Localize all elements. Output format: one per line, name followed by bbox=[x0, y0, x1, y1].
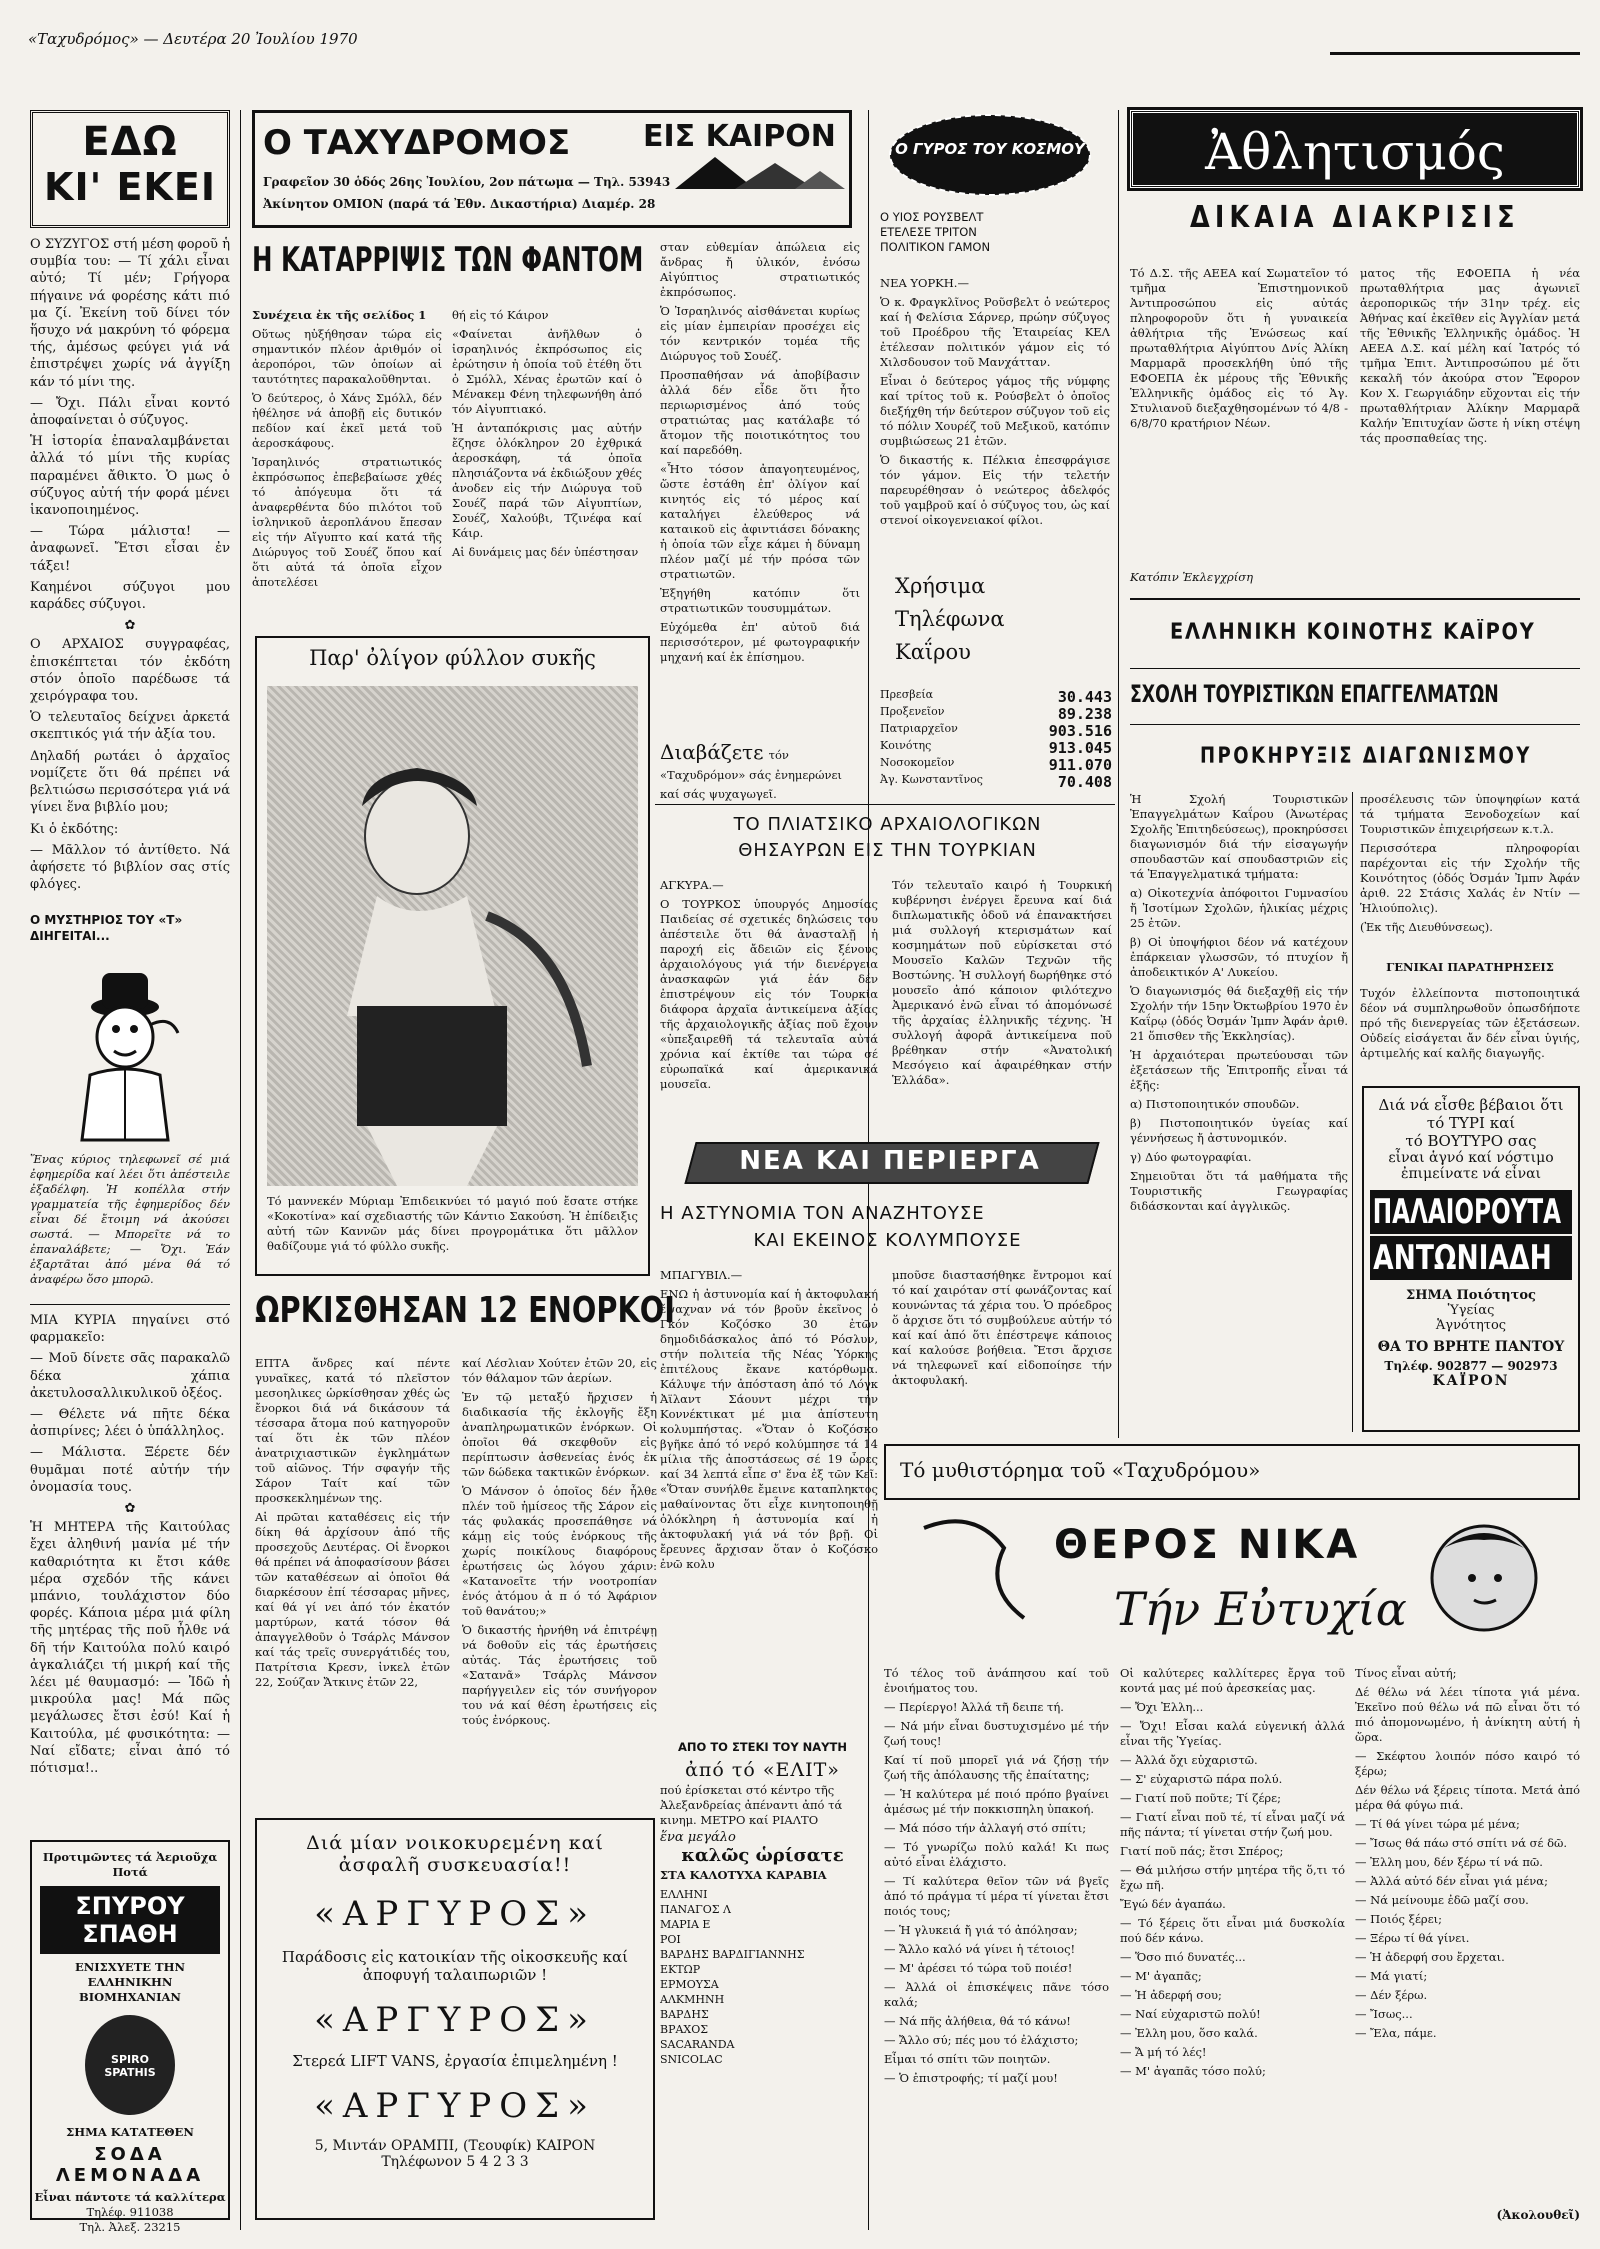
jurors-column-1 bbox=[255, 1356, 450, 1806]
athletics-column-1: Τό Δ.Σ. τῆς ΑΕΕΑ καί Σωματεῖον τό τμῆμα Ἐπιστημονικοῦ Ἀντιπροσώπου εἰς αὐτάς πληροφοροῦν ὅτι ἡ γυναικεία ἀθλήτρια τῆς Ἑνώσεως καί πρωταθλήτρια Αἰγύπτου Δνίς Ἀλίκη Μαρμαρᾶ προσεκλήθη ὑπό τῆς ΕΦΟΕΠΑ ἐκ μέρους τῆς Ἐθνικῆς Ἑλληνικῆς ὁμάδος εἰς τό Ἀγ. Στυλιανοῦ διεξαχθησομένων τό 4/8 - 6/8/70 κρατήριον Νέων. bbox=[1130, 266, 1348, 430]
archae-column-1 bbox=[660, 878, 878, 1128]
novel-line: — Τό ξέρεις ὅτι εἶναι μιά δυσκολία πού δέν κάνω. bbox=[1120, 1916, 1345, 1945]
jurors-paragraph: Ὁ Μάνσον ὁ ὁποῖος δέν ἦλθε πλέν τοῦ ἡμίσεος τῆς Σάρον εἰς τάς φυλακάς προσεπάθησε νά κάμῃ εἰς τούς ἐνόρκους τῆς χωρίς ποικίλους διαφόρους ἐρωτήσεις ὡς λόγου χάριν: «Κατανοεῖτε τήν νοοτροπίαν ἑνός ἀτόμου ἀ π ό τό Ἀφάριον τοῦ θανάτου;» bbox=[462, 1484, 657, 1618]
palaiorouta-find: ΘΑ ΤΟ ΒΡΗΤΕ ΠΑΝΤΟΥ bbox=[1377, 1339, 1565, 1355]
novel-line: — Ἡ ἀδερφή σου; bbox=[1120, 1988, 1222, 2002]
palaiorouta-quality-2: Ὑγείας bbox=[1447, 1303, 1495, 1318]
phones-title-3: Καΐρου bbox=[895, 640, 971, 664]
novel-line: — Ὄχι Ἐλλη... bbox=[1120, 1700, 1204, 1714]
spathi-product: ΣΟΔΑ ΛΕΜΟΝΑΔΑ bbox=[55, 2144, 205, 2186]
novel-line: — Ἔλα, πάμε. bbox=[1355, 2026, 1437, 2040]
ship-name: ΡΟΙ bbox=[660, 1933, 681, 1946]
phantom-headline: Η ΚΑΤΑΡΡΙΨΙΣ ΤΩΝ ΦΑΝΤΟΜ bbox=[252, 240, 644, 280]
novel-title-art bbox=[884, 1508, 1580, 1658]
spathi-bottle-label: SPIRO SPATHIS bbox=[104, 2053, 156, 2079]
phone-number: 30.443 bbox=[1057, 688, 1112, 706]
novel-line: — Ἡ καλύτερα μέ ποιό πρόπο βγαίνει ἀμέσως μέ τήν ποκκισπηλη ὑπακοή. bbox=[884, 1787, 1109, 1816]
edo-paragraph: Δηλαδή ρωτάει ὁ ἀρχαῖος νομίζετε ὅτι θά πρέπει νά βελτιώσω περισσότερα γιά νά γίνει ἕνα βιβλίο μου; bbox=[30, 748, 230, 816]
phone-row bbox=[880, 722, 1112, 739]
jurors-column-2 bbox=[462, 1356, 657, 1806]
general-notes-title: ΓΕΝΙΚΑΙ ΠΑΡΑΤΗΡΗΣΕΙΣ bbox=[1386, 960, 1554, 974]
edo-title-1: ΕΔΩ bbox=[82, 119, 178, 165]
continuation-paragraph: Εὐχόμεθα ἐπ' αὐτοῦ διά περισσότερον, μέ φωτογραφικήν μηχανή καί ἐκ ἐπίσημου. bbox=[660, 620, 860, 664]
novel-line: — Ἐλλη μου, ὅσο καλά. bbox=[1120, 2026, 1258, 2040]
phantom-paragraph: «Φαίνεται ἀνῆλθων ὁ ἰσραηλινός ἐκπρόσωπος εἰς ἐρώτησιν ἡ ὁποία τοῦ ἐτέθη ὅτι ὁ Σμόλλ, Χένας ἐρωτῶν καί ὁ Μένακεμ Φένη τηλεφωνήθη ἀπό τόν Αἰγυπτιακό. bbox=[452, 327, 642, 416]
police-column-1 bbox=[660, 1268, 878, 1728]
nautis-ad bbox=[660, 1740, 865, 2220]
athletics-headline: ΔΙΚΑΙΑ ΔΙΑΚΡΙΣΙΣ bbox=[1190, 200, 1520, 235]
phone-row bbox=[880, 688, 1112, 705]
phantom-paragraph: Συνέχεια ἐκ τῆς σελίδος 1 bbox=[252, 308, 427, 322]
cartoon-text: Ἕνας κύριος τηλεφωνεῖ σέ μιά ἐφημερίδα καί λέει ὅτι ἀπέστειλε ἐξαδέλφη. Ἡ κοπέλλα στήν γραμματεία τῆς ἐφημερίδος δέν εἶναι δέ ἔτοιμη νά ἀκούσει σωστά. — Μπορεῖτε νά το ἐπαναλάβετε; — Ὄχι. Ἐάν ἐξαρτᾶται ἀπό μένα θά τό ἀναφέρω ὅσο μπορῶ. bbox=[30, 1152, 230, 1286]
ship-name: ΜΑΡΙΑ Ε bbox=[660, 1918, 711, 1931]
page-masthead: «Ταχυδρόμος» — Δευτέρα 20 Ἰουλίου 1970 bbox=[28, 30, 358, 48]
phone-row bbox=[880, 773, 1112, 790]
police-headline-1: Η ΑΣΤΥΝΟΜΙΑ ΤΟΝ ΑΝΑΖΗΤΟΥΣΕ bbox=[660, 1203, 985, 1224]
column-rule bbox=[1352, 792, 1353, 1432]
community-paragraph: προσέλευσις τῶν ὑποψηφίων κατά τά τμήματα Ξενοδοχείων καί Τουριστικῶν ἐπιχειρήσεων κ.τ.λ. bbox=[1360, 792, 1580, 836]
palaiorouta-lead-1: Διά νά εἶσθε βέβαιοι ὅτι bbox=[1378, 1096, 1564, 1114]
novel-line: — Σκέφτου λοιπόν πόσο καιρό τό ξέρω; bbox=[1355, 1749, 1580, 1778]
taxydromos-title: Ο ΤΑΧΥΔΡΟΜΟΣ bbox=[263, 123, 571, 163]
novel-line: — Τί καλύτερα θεῖον τῶν νά βγεῖς ἀπό τό πράγμα τί μέρα τί γίνεται ἔτσι ποιός τους; bbox=[884, 1874, 1109, 1918]
spathi-phone-1: Τηλέφ. 911038 bbox=[86, 2205, 174, 2219]
novel-line: Τό τέλος τοῦ ἀνάπησου καί τοῦ ἐνοιήματος του. bbox=[884, 1666, 1109, 1695]
novel-line: — Ἴσως θά πάω στό σπίτι νά σέ δῶ. bbox=[1355, 1836, 1568, 1850]
argyros-brand-1: «ΑΡΓΥΡΟΣ» bbox=[314, 1894, 596, 1934]
phantom-paragraph: Ἰσραηλινός στρατιωτικός ἐκπρόσωπος ἐπεβεβαίωσε χθές τό ἀπόγευμα ὅτι τά ἀναφερθέντα δύο πιλότοι τοῦ ἰσληνικοῦ ἀεροπλάνου ἔπεσαν εἰς τήν Αἴγυπτο καί κατά τῆς Διώρυγος τοῦ Σουέζ ὅπου καί ὅτι αὐτά τά ὁποῖα εἶχον ἀποτελέσει bbox=[252, 455, 442, 589]
archae-headline-2: ΘΗΣΑΥΡΩΝ ΕΙΣ ΤΗΝ ΤΟΥΡΚΙΑΝ bbox=[738, 840, 1037, 861]
phone-row bbox=[880, 705, 1112, 722]
edo-paragraph: Ἡ ἱστορία ἐπαναλαμβάνεται ἀλλά τό μίνι τῆς κυρίας παραμένει ἄθικτο. Ὁ μως ὁ σύζυγος αὐτή τήν φορά μένει ἱκανοποιημένος. bbox=[30, 434, 230, 519]
nautis-heading: ΑΠΟ ΤΟ ΣΤΕΚΙ ΤΟΥ ΝΑΥΤΗ bbox=[678, 1740, 847, 1754]
phones-list bbox=[880, 688, 1112, 794]
community-paragraph: (Ἐκ τῆς Διευθύνσεως). bbox=[1360, 920, 1493, 934]
novel-line: — Μά γιατί; bbox=[1355, 1969, 1428, 1983]
edo-divider bbox=[30, 1304, 230, 1305]
figleaf-title: Παρ' ὀλίγον φύλλον συκῆς bbox=[309, 646, 596, 670]
palaiorouta-quality-3: Ἁγνότητος bbox=[1435, 1318, 1507, 1333]
novel-line: — Τό γνωρίζω πολύ καλά! Κι πως αὐτό εἶναι ἐλάχιστο. bbox=[884, 1840, 1109, 1869]
community-paragraph: Ὁ διαγωνισμός θά διεξαχθῇ εἰς τήν Σχολήν τήν 15ην Ὀκτωβρίου 1970 ἐν Καΐρῳ (ὁδός Ὀσμάν Ἰμπν Ἀφάν ἀριθ. 21 ὅπισθεν τῆς Ἐκκλησίας). bbox=[1130, 984, 1348, 1043]
spathi-phone-2: Τηλ. Ἀλεξ. 23215 bbox=[79, 2220, 181, 2234]
novel-line: — Νά μήν εἶναι δυστυχισμένο μέ τήν ζωή τους! bbox=[884, 1719, 1109, 1748]
novel-line: — Θά μιλήσω στήν μητέρα τῆς ὅ,τι τό ἔχω πῆ. bbox=[1120, 1863, 1345, 1892]
palaiorouta-city: ΚΑΪΡΟΝ bbox=[1432, 1373, 1510, 1389]
edo-paragraph: Ο ΣΥΖΥΓΟΣ στή μέση φοροῦ ἡ συμβία του: — Τί χάλι εἶναι αὐτό; Τί μέν; Γρήγορα πήγαινε νά φορέσης κάτι πιό μα ζί. Ἐκείνη τοῦ δίνει τόν ἥσυχο νά μακρύνη τό φόρεμα τής, ἀμέσως φεύγει γιά νά ἐπιστρέψει χωρίς νά ἀγγίξη κάν τό μίνι της. bbox=[30, 237, 230, 390]
palaiorouta-lead-5: ἐπιμείνατε νά εἶναι bbox=[1400, 1166, 1542, 1182]
readme-text: τόν «Ταχυδρόμον» σάς ἐνημερώνει καί σάς ψυχαγωγεῖ. bbox=[660, 748, 842, 801]
community-paragraph: α) Οἰκοτεχνία ἀπόφοιτοι Γυμνασίου ἤ Ἰσοτίμων Σχολῶν, ἡλικίας μέχρις 25 ἐτῶν. bbox=[1130, 886, 1348, 930]
prokiryxis-title: ΠΡΟΚΗΡΥΞΙΣ ΔΙΑΓΩΝΙΣΜΟΥ bbox=[1200, 744, 1532, 769]
edo-paragraph: Καημένοι σύζυγοι μου καράδες σύζυγοι. bbox=[30, 579, 230, 613]
community-paragraph: β) Πιστοποιητικόν ὑγείας καί γέννήσεως ἤ ἀστυνομικόν. bbox=[1130, 1116, 1348, 1145]
mysterious-man-cartoon bbox=[50, 955, 200, 1145]
section-rule bbox=[655, 804, 1115, 805]
swimsuit-photo bbox=[267, 686, 638, 1186]
police-column-2 bbox=[892, 1268, 1112, 1448]
argyros-line-1: Παράδοσις εἰς κατοικίαν τῆς οἰκοσκευῆς καί ἀποφυγή ταλαιπωριῶν ! bbox=[281, 1948, 629, 1984]
header-rule bbox=[1330, 52, 1580, 55]
phantom-column-2 bbox=[452, 308, 642, 628]
novel-line: — Γιατί ποῦ ποῦτε; Τί ζέρε; bbox=[1120, 1791, 1282, 1805]
nea-kai-periergra-banner bbox=[690, 1134, 1090, 1188]
spathi-bottle-logo bbox=[85, 2015, 175, 2115]
phone-number: 911.070 bbox=[1048, 756, 1112, 774]
phone-number: 70.408 bbox=[1057, 773, 1112, 791]
novel-line: — Δέν ξέρω. bbox=[1355, 1988, 1428, 2002]
novel-line: Ἔγώ δέν ἀγαπάω. bbox=[1120, 1897, 1226, 1911]
community-paragraph: β) Οἱ ὑποψήφιοι δέον νά κατέχουν ἐπάρκειαν γλωσσῶν, τό πτυχίον ἤ ἀποδεικτικόν Α' Λυκείου. bbox=[1130, 935, 1348, 979]
novel-line: — Νά πῆς ἀλήθεια, θά τό κάνω! bbox=[884, 2014, 1071, 2028]
ship-name: ΕΡΜΟΥΣΑ bbox=[660, 1978, 719, 1991]
novel-line: Καί τί ποῦ μπορεῖ γιά νά ζήσῃ τήν ζωή τῆς ἀπόλαυσης τῆς ἐπαίτατης; bbox=[884, 1753, 1109, 1782]
novel-line: Εἶμαι τό σπίτι τῶν ποιητῶν. bbox=[884, 2052, 1051, 2066]
phone-row bbox=[880, 739, 1112, 756]
novel-column-2 bbox=[1120, 1666, 1345, 2226]
novel-line: — Γιατί εἶναι ποῦ τέ, τί εἶναι μαζί νά πῆς πάντα; τί γίνεται στήν ζωή μου. bbox=[1120, 1810, 1345, 1839]
figleaf-caption: Τό μαννεκέν Μύριαμ Ἐπιδεικνύει τό μαγιό πού ἔσατε στήκε «Κοκοτίνα» καί σχεδιαστής τῶν Κάντιο Σακούση. Ἡ ἐπίδειξις αὐτή τῶν Καννῶν μάς δίνει προγρομάτικα ὅτι μᾶλλον θαδίζουμε γιά τό φύλλο συκῆς. bbox=[267, 1194, 638, 1253]
community-paragraph: Ἡ ἀρχαιότεραι πρωτεύουσαι τῶν ἐξετάσεων τῆς Ἐπιτροπῆς εἶναι τά ἑξῆς: bbox=[1130, 1048, 1348, 1092]
palaiorouta-brand-1-box bbox=[1370, 1190, 1572, 1234]
cartoon-caption: Ο ΜΥΣΤΗΡΙΟΣ ΤΟΥ «Τ» ΔΙΗΓΕΙΤΑΙ... bbox=[30, 913, 183, 943]
phantom-paragraph: Αἱ δυνάμεις μας δέν ὑπέστησαν bbox=[452, 545, 639, 559]
gyros-paragraph: Ὁ κ. Φραγκλῖνος Ροῦσβελτ ὁ νεώτερος καί ἡ Φελίσια Σάρνερ, πρώην σύζυγος τοῦ Προέδρου τῆς Ἑταιρείας ΚΕΛ ἐτέλεσαν πολιτικόν γάμον εἰς τό Χιλσδουσον τοῦ Μανχάτταν. bbox=[880, 295, 1110, 369]
palaiorouta-brand-2-box bbox=[1370, 1236, 1572, 1280]
community-title-box bbox=[1130, 620, 1580, 660]
nautis-big: ἕνα μεγάλο bbox=[660, 1830, 736, 1845]
novel-line: — Ναί εὐχαριστῶ πολύ! bbox=[1120, 2007, 1261, 2021]
phones-title-1: Χρήσιμα bbox=[895, 574, 986, 598]
ship-name: ΒΡΑΧΟΣ bbox=[660, 2023, 709, 2036]
continuation-paragraph: Ἐξηγήθη κατόπιν ὅτι στρατιωτικῶν τουσυμμάτων. bbox=[660, 586, 860, 615]
taxydromos-address-2: Ἀκίνητον ΟΜΙΟΝ (παρά τά Ἐθν. Δικαστήρια) Διαμέρ. 28 bbox=[263, 197, 656, 211]
edo-paragraph: — Μάλιστα. Ξέρετε δέν θυμᾶμαι ποτέ αὐτήν τήν ὀνομασία τους. bbox=[30, 1445, 230, 1495]
novel-line: — Τί θά γίνει τώρα μέ μένα; bbox=[1355, 1817, 1520, 1831]
novel-line: — Σ' εὐχαριστῶ πάρα πολύ. bbox=[1120, 1772, 1283, 1786]
jurors-paragraph: ΕΠΤΑ ἄνδρες καί πέντε γυναῖκες, κατά τό πλεῖστον μεσοηλικες ὡρκίσθησαν χθές ὡς ἔνορκοι διά νά δικάσουν τά τέσσαρα ἄτομα πού κατηγοροῦν ταί ὅτι ἐκ τῶν πλέον ἀνατριχιαστικῶν ἐγκλημάτων τοῦ αἰῶνος. Τήν σφαγήν τῆς Σάρον Ταίτ καί τῶν προσκεκλημένων της. bbox=[255, 1356, 450, 1505]
novel-line: — Μά πόσο τήν ἀλλαγή στό σπίτι; bbox=[884, 1821, 1087, 1835]
spathi-trademark: ΣΗΜΑ ΚΑΤΑΤΕΘΕΝ bbox=[66, 2125, 194, 2139]
palaiorouta-quality-1: ΣΗΜΑ Ποιότητος bbox=[1406, 1288, 1536, 1303]
athletics-headline-box bbox=[1130, 200, 1580, 258]
novel-column-3 bbox=[1355, 1666, 1580, 2211]
novel-line: — Ἐλλη μου, δέν ξέρω τί νά πῶ. bbox=[1355, 1855, 1543, 1869]
palaiorouta-brand-1: ΠΑΛΑΙΟΡΟΥΤΑ bbox=[1372, 1192, 1562, 1232]
novel-line: — Ἄ μή τό λές! bbox=[1120, 2045, 1207, 2059]
palaiorouta-lead-3: τό ΒΟΥΤΥΡΟ σας bbox=[1405, 1132, 1537, 1150]
novel-line: — Περίεργο! Ἀλλά τῆ δειπε τή. bbox=[884, 1700, 1064, 1714]
edo-title-box bbox=[30, 110, 230, 228]
column-rule bbox=[1118, 110, 1119, 1438]
readme-big: Διαβάζετε bbox=[660, 740, 764, 764]
gyros-badge bbox=[880, 110, 1100, 200]
edo-paragraph: — Μᾶλλον τό ἀντίθετο. Νά ἀφήσετε τό βιβλίον σας στίς φλόγες. bbox=[30, 842, 230, 893]
jurors-paragraph: καί Λέσλιαν Χούτεν ἐτῶν 20, εἰς τόν θάλαμον τῶν ἀερίων. bbox=[462, 1356, 657, 1385]
novel-line: — Μ' ἀγαπᾶς τόσο πολύ; bbox=[1120, 2064, 1266, 2078]
novel-line: Δέ θέλω νά λέει τίποτα γιά μένα. Ἐκεῖνο πού θέλω νά πῶ εἶναι ὅτι τό πιό ἀπομονωμένο, ἡ ἀνίκητη αὐτή ἡ ὥρα. bbox=[1355, 1685, 1580, 1744]
phantom-headline-box bbox=[252, 240, 652, 304]
novel-art-title-1: ΘΕΡΟΣ ΝΙΚΑ bbox=[1054, 1522, 1361, 1568]
jurors-paragraph: Αἱ πρῶται καταθέσεις εἰς τήν δίκη θά ἀρχίσουν ἀπό τῆς προσεχοῦς Δευτέρας. Οἱ ἔνορκοι θά πρέπει νά ἀποφασίσουν βάσει τῶν καταθέσεων αἱ ὁποῖοι θά διαρκέσουν ἐπί τέσσαρας μῆνες, καί θά γί νει ἀπό τόν ἐκατόν μαρτύρων, κατά τόσον θά ἀπαγγελθοῦν ὁ Τσάρλς Μάνσον καί τάς τρεῖς συνεργάτιδές του, Πατρίτσια Κρεσν, ἰνκελ ἐτῶν 22, Σούζαν Ἄτκινς ἐτῶν 22, bbox=[255, 1510, 450, 1689]
police-headline-2: ΚΑΙ ΕΚΕΙΝΟΣ ΚΟΛΥΜΠΟΥΣΕ bbox=[753, 1230, 1022, 1251]
taxydromos-cairo-box bbox=[252, 110, 852, 228]
community-paragraph: Ἡ Σχολή Τουριστικῶν Ἐπαγγελμάτων Καΐρου (Ἀνωτέρας Σχολῆς Ἐπιτηδεύσεως), προκηρύσσει διαγωνισμόν διά τήν εἰσαγωγήν σπουδαστῶν καί σπουδαστριῶν εἰς τά Ἐπαγγελματικά τμήματα: bbox=[1130, 792, 1348, 881]
novel-line: — Ξέρω τί θά γίνει. bbox=[1355, 1931, 1470, 1945]
phone-name: Προξενεῖον bbox=[880, 705, 945, 718]
edo-paragraph: — Μοῦ δίνετε σᾶς παρακαλῶ δέκα χάπια ἀκετυλοσαλλικυλικοῦ ὀξέος. bbox=[30, 1351, 230, 1401]
gyros-paragraph: Εἶναι ὁ δεύτερος γάμος τῆς νύμφης καί τρίτος τοῦ κ. Ρούσβελτ ὁ ὁποῖος διεξήχθη τήν δεύτερον σύζυγον τοῦ εἰς τό πόλιν Χουρέζ τοῦ Μεξικοῦ, κατόπιν συμβιώσεως 21 ἐτῶν. bbox=[880, 374, 1110, 448]
gyros-headline-3: ΠΟΛΙΤΙΚΟΝ ΓΑΜΟΝ bbox=[880, 240, 991, 254]
novel-line: — Νά μείνουμε ἐδῶ μαζί σου. bbox=[1355, 1893, 1529, 1907]
argyros-address: 5, Μιντάν ΟΡΑΜΠΙ, (Τεουφίκ) ΚΑΙΡΟΝ bbox=[314, 2138, 596, 2154]
continuation-paragraph: σταν εὐθεμίαν ἀπώλεια εἰς ἄνδρας ἤ ὑλικόν, ἐνόσω Αἰγύπτιος στρατιωτικός ἐκπρόσωπος. bbox=[660, 240, 860, 299]
community-paragraph: Περισσότερα πληροφορίαι παρέχονται εἰς τήν Σχολήν τῆς Κοινότητος (ὁδός Ὀσμάν Ἰμπν Ἀφάν ἀριθ. 22 Στάσις Χαλάς ἐν Ντίν — Ἡλιούπολις). bbox=[1360, 841, 1580, 915]
edo-paragraph: Ἡ ΜΗΤΕΡΑ τῆς Καιτούλας ἔχει ἀληθινή μανία μέ τήν καθαριότητα κι ἔτσι κάθε μέρα σχεδόν τῆς κάνει μπάνιο, τουλάχιστον δύο φορές. Κάποια μέρα μιά φίλη τῆς μητέρας τῆς ποῦ ἦλθε νά δῆ τήν Καιτούλα πολύ καιρό ἀγκαλιάζει τή μικρή καί τῆς λέει μέ θαυμασμό: — Ἰδῶ ἡ μικρούλα μας! Μά πῶς μεγάλωσες ἔτσι ἐσύ! Καί ἡ Καιτούλα, μέ φυσικότητα: — Ναί εἴδατε; εἶναι ἀπό τό πότισμα!.. bbox=[30, 1520, 230, 1777]
argyros-brand-3: «ΑΡΓΥΡΟΣ» bbox=[314, 2086, 596, 2126]
novel-line: — Ἡ ἀδερφή σου ἔρχεται. bbox=[1355, 1950, 1505, 1964]
phantom-column-1 bbox=[252, 308, 442, 628]
nautis-from: ἀπό τό «ΕΛΙΤ» bbox=[685, 1759, 840, 1781]
phantom-paragraph: θή εἰς τό Κάιρον bbox=[452, 308, 549, 322]
phone-number: 913.045 bbox=[1048, 739, 1112, 757]
archae-headline bbox=[660, 812, 1115, 872]
spathi-slogan: Εἶναι πάντοτε τά καλλίτερα bbox=[34, 2190, 226, 2204]
novel-line: — Ὅσο πιό δυνατές... bbox=[1120, 1950, 1246, 1964]
edo-column-1 bbox=[30, 236, 230, 908]
police-paragraph: μποῦσε διαστασήθηκε ἔντρομοι καί τό καί χαιρόταν στί φωνάζοντας καί κουνώντας τά χέρια του. Ὁ πρόεδρος ὅ ἀρχισε ὅτι τό συμβούλευε αὐτήν τό καί καί ἀπό ὅτι ἐπέστρεψε κάποιος καί καλούσε βοήθεια. Ἔτσι ἄρχισε νά τηλεφωνεῖ καί εἰδοποίησε τήν ἀκτοφυλακή. bbox=[892, 1268, 1112, 1387]
ship-name: ΕΚΤΩΡ bbox=[660, 1963, 701, 1976]
edo-paragraph: — Ὄχι. Πάλι εἶναι κοντό ἀποφαίνεται ὁ σύζυγος. bbox=[30, 395, 230, 429]
nautis-welcome: καλῶς ὡρίσατε bbox=[681, 1845, 844, 1866]
novel-line: — Μ' ἀρέσει τό τώρα τοῦ ποιέσ! bbox=[884, 1961, 1073, 1975]
edo-column-2 bbox=[30, 1312, 230, 1822]
palaiorouta-ad bbox=[1362, 1086, 1580, 1432]
novel-line: Οἱ καλύτερες καλλίτερες ἔργα τοῦ κοντά μας μέ πού ἀρεσκείας μας. bbox=[1120, 1666, 1345, 1695]
ship-name: SNICOLAC bbox=[660, 2053, 723, 2066]
argyros-phone: Τηλέφωνον 5 4 2 3 3 bbox=[381, 2154, 529, 2170]
archae-paragraph: ΑΓΚΥΡΑ.— bbox=[660, 878, 724, 892]
nautis-text: πού ἐρίσκεται στό κέντρο τῆς Ἀλεξανδρείας ἀπέναντι ἀπό τά κινημ. ΜΕΤΡΟ καί ΡΙΑΛΤΟ bbox=[660, 1783, 843, 1827]
phones-title bbox=[895, 570, 1095, 680]
novel-line: — Ἀλλά αὐτό δέν εἶναι γιά μένα; bbox=[1355, 1874, 1548, 1888]
novel-line: — Ποιός ξέρει; bbox=[1355, 1912, 1443, 1926]
police-paragraph: ΕΝΩ ἡ ἀστυνομία καί ἡ ἀκτοφυλακή ἔψαχναν νά τόν βροῦν ἐκεῖνος ὁ Γκόν Κοζόσκο 30 ἐτῶν δημοδιδάσκαλος ἀπό τό Ρόσλυν, στήν πολιτεία τῆς Νέας Ὑόρκης ἐπιτέλους ἔκανε κατόρθωμα. Κάλυψε τήν ἀπόσταση ἀπό τό Λόγκ Ἀϊλαντ Σάουντ μέχρι τήν Κοννέκτικατ μέ μια ἀπίστευτη κολυμπήστας. «Ὅταν ὁ Κοζόσκο βγῆκε ἀπό τό νερό κολύμπησε τά 14 μίλια τῆς ἀποστάσεως σέ 19 ὧρες καί 34 λεπτά εἶπε σ' ἕνα ἐξ τῶν Κεῖ: «Ὅταν συνήλθε ἔμεινε καταπληκτος μαθαίνοντας ὅτι εἶχε κινητοποιηθῇ ὁλόκληρη ἡ ἀστυνομία καί ἡ ἀκτοφυλακή γιά νά τόν βρῇ. Οἱ ἔρευνες ἄρχισαν ὅταν ὁ Κοζόσκο ἐνῶ κολυ bbox=[660, 1287, 878, 1571]
spathi-brand: ΣΠΥΡΟΥ ΣΠΑΘΗ bbox=[40, 1886, 220, 1954]
argyros-brand-2: «ΑΡΓΥΡΟΣ» bbox=[314, 2000, 596, 2040]
phone-number: 89.238 bbox=[1057, 705, 1112, 723]
edo-paragraph: — Τώρα μάλιστα! — ἀναφωνεῖ. Ἔτσι εἶσαι ἐν τάξει! bbox=[30, 524, 230, 574]
athletics-signature: Κατόπιν Ἐκλεγχρίση bbox=[1130, 570, 1254, 584]
spathi-top-line: Προτιμῶντες τά Ἀεριοῦχα Ποτά bbox=[42, 1850, 218, 1879]
phones-title-2: Τηλέφωνα bbox=[895, 607, 1005, 631]
edo-paragraph: — Θέλετε νά πῆτε δέκα ἀσπιρίνες; λέει ὁ ὑπάλληλος. bbox=[30, 1407, 230, 1440]
community-title: ΕΛΛΗΝΙΚΗ ΚΟΙΝΟΤΗΣ ΚΑΪΡΟΥ bbox=[1170, 620, 1536, 645]
ship-name: ΕΛΛΗΝΙ bbox=[660, 1888, 708, 1901]
palaiorouta-brand-2: ΑΝΤΩΝΙΑΔΗ bbox=[1373, 1238, 1552, 1278]
gyros-headline-2: ΕΤΕΛΕΣΕ ΤΡΙΤΟΝ bbox=[880, 225, 977, 239]
novel-line: — Ὄχι! Εἶσαι καλά εὐγενική ἀλλά εἶναι τῆς Ὑγείας. bbox=[1120, 1719, 1345, 1748]
novel-line: — Ἀλλά ὄχι εὐχαριστῶ. bbox=[1120, 1753, 1258, 1767]
novel-line: — Ἄλλο καλό νά γίνει ἡ τέτοιος! bbox=[884, 1942, 1076, 1956]
archae-paragraph: Τόν τελευταῖο καιρό ἡ Τουρκική κυβέρνησι ἐνέργει ἔρευνα καί διά διπλωματικῆς ὁδοῦ νά ἐπανακτήσει μιά συλλογή κτερισμάτων καί κοσμημάτων ποῦ εὑρίσκεται στό Μουσεῖο Καλῶν Τεχνῶν τῆς Βοστώνης. Ἡ συλλογή δωρήθηκε στό μουσεῖο ἀπό κάποιον φιλότεχνο Ἀμερικανό ἐνῶ εἶναι τό ἀπομόνωσέ τῆς ἀρχαίας ἑλληνικῆς τέχνης. Ἡ συλλογή ἀφορᾶ ἀντικείμενα ποῦ βρέθηκαν στήν «Ἀνατολική Μεσόγειο καί ἀφαιρέθηκαν στήν Ἑλλάδα». bbox=[892, 878, 1112, 1087]
spathi-support-line: ΕΝΙΣΧΥΕΤΕ ΤΗΝ ΕΛΛΗΝΙΚΗΝ ΒΙΟΜΗΧΑΝΙΑΝ bbox=[75, 1960, 185, 2004]
phone-name: Πατριαρχεῖον bbox=[880, 722, 958, 735]
novel-line: — Ὁ ἐπιστροφής; τί μαζί μου! bbox=[884, 2071, 1058, 2085]
novel-footer: (Ἀκολουθεῖ) bbox=[1496, 2208, 1580, 2222]
phantom-paragraph: Ἡ ἀνταπόκρισις μας αὐτήν ἔζησε ὁλόκληρον 20 ἐχθρικά ἀεροσκάφη, τά ὁποῖα πλησιάζοντα νά ἐκδιώξουν χθές ἀνοδεν εἰς τήν Διώρυγα τοῦ Σουέζ παρά τῶν Αἰγυπτίων, Σουέζ, Χαλούβι, Τζινέφα καί Κάιρ. bbox=[452, 421, 642, 540]
novel-line: Δέν θέλω νά ξέρεις τίποτα. Μετά ἀπό μέρα θά φύγω πιά. bbox=[1355, 1783, 1580, 1812]
police-paragraph: ΜΠΑΓΥΒΙΛ.— bbox=[660, 1268, 743, 1282]
phone-name: Πρεσβεία bbox=[880, 688, 934, 701]
athletics-title: Ἀθλητισμός bbox=[1130, 110, 1580, 188]
school-title-box bbox=[1130, 680, 1580, 720]
edo-paragraph: ΜΙΑ ΚΥΡΙΑ πηγαίνει στό φαρμακεῖο: bbox=[30, 1313, 230, 1346]
community-column-2 bbox=[1360, 792, 1580, 952]
novel-line: — Ἄλλο σύ; πές μου τό ἐλάχιστο; bbox=[884, 2033, 1079, 2047]
edo-paragraph: Κι ὁ ἐκδότης: bbox=[30, 821, 119, 837]
ship-list bbox=[660, 1887, 865, 2067]
nautis-ships-title: ΣΤΑ ΚΑΛΟΤΥΧΑ ΚΑΡΑΒΙΑ bbox=[660, 1868, 827, 1882]
novel-line: — Μ' ἀγαπᾶς; bbox=[1120, 1969, 1202, 1983]
section-rule bbox=[1130, 724, 1580, 725]
readme-ad bbox=[660, 740, 860, 800]
community-column-1 bbox=[1130, 792, 1348, 1442]
phone-name: Κοινότης bbox=[880, 739, 932, 752]
gyros-badge-text: Ο ΓΥΡΟΣ ΤΟΥ ΚΟΣΜΟΥ bbox=[895, 140, 1085, 158]
continuation-paragraph: Ὁ Ἰσραηλινός αἰσθάνεται κυρίως εἰς μίαν ἐμπειρίαν προσέχει εἰς τόν κεντρικόν τομέα τῆς Διώρυγος τοῦ Σουέζ. bbox=[660, 304, 860, 363]
palaiorouta-lead-2: τό ΤΥΡΙ καί bbox=[1426, 1114, 1516, 1132]
gyros-paragraph: Ὁ δικαστής κ. Πέλκια ἐπεσφράγισε τόν γάμον. Εἰς τήν τελετήν παρευρέθησαν ὁ νεώτερος ἀδελφός τοῦ γαμβροῦ καί ὁ σύζυγος του, ὡς καί στενοί οἰκογενειακοί φίλοι. bbox=[880, 453, 1110, 527]
phantom-paragraph: Οὕτως ηὑξήθησαν τώρα εἰς σημαντικόν πλέον ἀριθμόν οἱ ἀεροπόροι, τῶν ὁποίων αἱ ταυτότητες παρακαλοῦθηνται. bbox=[252, 327, 442, 386]
novel-line: — Ἴσως... bbox=[1355, 2007, 1413, 2021]
phone-number: 903.516 bbox=[1048, 722, 1112, 740]
phone-row bbox=[880, 756, 1112, 773]
novel-column-1 bbox=[884, 1666, 1109, 2226]
edo-title-2: ΚΙ' ΕΚΕΙ bbox=[44, 165, 216, 209]
archae-column-2 bbox=[892, 878, 1112, 1128]
novel-line: — Ἀλλά οἱ ἐπισκέψεις πᾶνε τόσο καλά; bbox=[884, 1980, 1109, 2009]
argyros-line-2: Στερεά LIFT VANS, ἐργασία ἐπιμελημένη ! bbox=[292, 2052, 618, 2070]
nea-banner-text: ΝΕΑ ΚΑΙ ΠΕΡΙΕΡΓΑ bbox=[739, 1146, 1041, 1176]
column-rule bbox=[240, 110, 241, 2230]
prokiryxis-box bbox=[1130, 744, 1580, 784]
jurors-headline: ΩΡΚΙΣΘΗΣΑΝ 12 ΕΝΟΡΚΟΙ bbox=[255, 1290, 675, 1331]
ship-name: ΒΑΡΔΗΣ bbox=[660, 2008, 709, 2021]
community-paragraph: γ) Δύο φωτογραφίαι. bbox=[1130, 1150, 1252, 1164]
continuation-paragraph: «Ἧτο τόσον ἀπαγοητευμένος, ὥστε ἐστάθη ἐπ' ὀλίγον καί κινητός εἰς τό μέρος καί καταλήγει ἐλεύθερος νά καταικοῦ εἰς ἀφιντιάσει δόνακης ἡ ὁποία τῶν εἶχε κάμει ἡ δύναμη πλέον μαζί μέ τήν πρόσα τῶν στρατιωτῶν. bbox=[660, 462, 860, 581]
novel-art-title-2: Τήν Εὐτυχία bbox=[1114, 1582, 1407, 1636]
pyramids-icon bbox=[675, 153, 845, 189]
spathi-ad bbox=[30, 1840, 230, 2234]
palaiorouta-phone: Τηλέφ. 902877 — 902973 bbox=[1384, 1359, 1558, 1373]
figleaf-photo-box bbox=[255, 636, 650, 1276]
section-rule bbox=[1130, 598, 1580, 600]
ship-name: ΠΑΝΑΓΟΣ Λ bbox=[660, 1903, 731, 1916]
novel-line: Γιατί ποῦ πάς; ἔτσι Σπέρος; bbox=[1120, 1844, 1284, 1858]
phone-name: Νοσοκομεῖον bbox=[880, 756, 955, 769]
taxydromos-address-1: Γραφεῖον 30 ὁδός 26ης Ἰουλίου, 2ον πάτωμα — Τηλ. 53943 bbox=[263, 175, 671, 189]
novel-line: — Ἡ γλυκειά ἤ γιά τό ἀπόλησαν; bbox=[884, 1923, 1078, 1937]
flower-ornament: ✿ bbox=[124, 1501, 136, 1517]
phantom-continuation bbox=[660, 240, 860, 720]
argyros-ad bbox=[255, 1818, 655, 2220]
ship-name: ΑΛΚΜΗΝΗ bbox=[660, 1993, 725, 2006]
archae-headline-1: ΤΟ ΠΛΙΑΤΣΙΚΟ ΑΡΧΑΙΟΛΟΓΙΚΩΝ bbox=[733, 814, 1042, 835]
jurors-headline-box bbox=[255, 1290, 675, 1350]
phone-name: Ἀγ. Κωνσταντῖνος bbox=[880, 773, 983, 786]
novel-title: Τό μυθιστόρημα τοῦ «Ταχυδρόμου» bbox=[900, 1458, 1261, 1482]
athletics-column-2: ματος τῆς ΕΦΟΕΠΑ ἡ νέα πρωταθλήτρια μας ἀγωνιεῖ ἀεροπορικῶς τήν 31ην τρέχ. εἰς Ἀθήνας καί ἐκεῖθεν εἰς Ἀγγλίαν μετά τῆς Ἐθνικῆς Ἑλληνικῆς ὁμάδος. Ἡ ΑΕΕΑ Δ.Σ. καί μέλη καί Ἰατρός τό τμῆμα Ἐπιτ. Ἀντιπροσώπου μέ ὅτι κεκαλῆ τόν ἀκούρα στον Ἔφορον Κον Χ. Γεωργιάδην εὔχονται εἰς τήν πρωταθλήτριαν Ἀλίκην Μαρμαρᾶ Καλήν Ἐπιτυχίαν ὥστε ἡ νίκη στέψη τάς προσπαθείας της. bbox=[1360, 266, 1580, 445]
edo-paragraph: Ὁ τελευταῖος δείχνει ἀρκετά σκεπτικός γιά τήν ἀξία του. bbox=[30, 710, 230, 743]
general-notes-text: Τυχόν ἐλλείποντα πιστοποιητικά δέον νά συμπληρωθοῦν ὁπωσδήποτε πρό τῆς διενεργείας τῶν ἐξετάσεων. Οὐδείς εἰσάγεται ἄν δέν εἶναι ὑγιής, ἀρτιμελής καί καλῆς διαγωγῆς. bbox=[1360, 986, 1580, 1060]
police-headline bbox=[660, 1200, 1115, 1262]
flower-ornament: ✿ bbox=[124, 618, 136, 634]
gyros-paragraph: ΝΕΑ ΥΟΡΚΗ.— bbox=[880, 276, 969, 290]
edo-paragraph: Ο ΑΡΧΑΙΟΣ συγγραφέας, ἐπισκέπτεται τόν ἐκδότη στόν ὁποῖο παρέδωσε τά χειρόγραφα του. bbox=[30, 637, 230, 705]
school-title: ΣΧΟΛΗ ΤΟΥΡΙΣΤΙΚΩΝ ΕΠΑΓΓΕΛΜΑΤΩΝ bbox=[1130, 680, 1499, 708]
novel-title-box bbox=[884, 1444, 1580, 1500]
community-paragraph: α) Πιστοποιητικόν σπουδῶν. bbox=[1130, 1097, 1300, 1111]
jurors-paragraph: Ὁ δικαστής ἠρνήθη νά ἐπιτρέψῃ νά δοθοῦν εἰς τάς ἐρωτήσεις αὐτάς. Τάς ἐρωτήσεις τοῦ «Σατανᾶ» Τσάρλς Μάνσον παρήγγειλεν εἰς τόν συνήγορον του νά καί θέση ἐρωτήσεις εἰς τούς ἐνόρκους. bbox=[462, 1623, 657, 1727]
gyros-headline bbox=[880, 210, 1110, 270]
section-rule bbox=[1130, 668, 1580, 669]
ship-name: ΒΑΡΔΗΣ ΒΑΡΔΙΓΙΑΝΝΗΣ bbox=[660, 1948, 805, 1961]
ship-name: SACARANDA bbox=[660, 2038, 735, 2051]
jurors-paragraph: Ἐν τῷ μεταξύ ἤρχισεν ἡ διαδικασία τῆς ἐκλογῆς ἔξη ἀναπληρωματικῶν ἐνόρκων. Οἱ ὁποῖοι θά σκεφθοῦν εἰς περίπτωσιν ἀσθενείας ἑνός ἐκ τῶν δώδεκα τακτικῶν ἐνόρκων. bbox=[462, 1390, 657, 1479]
palaiorouta-lead-4: εἶναι ἁγνό καί νόστιμο bbox=[1388, 1150, 1554, 1166]
cairo-title: ΕΙΣ ΚΑΙΡΟΝ bbox=[643, 119, 836, 154]
archae-paragraph: Ο ΤΟΥΡΚΟΣ ὑπουργός Δημοσίας Παιδείας σέ σχετικές δηλώσεις του ἀπέστειλε ὅτι θά ἀνασταλῇ ἡ παροχή εἰς ἄδειῶν εἰς ξένους ἀρχαιολόγους γιά τήν διενέργεια ἀνασκαφῶν γιά ἐάν δέν ἐπιστρέψουν εἰς τόν Τουρκία διάφορα ἀρχαῖα ἀντικείμενα ἀξίας τῆς ἀρχαιολογικῆς ἀξίας ποῦ ἔχουν «ὑπεξαιρεθῆ τά τελευταῖα αὐτά χρόνια καί ἐκτίθε ται τώρα σέ εὐρωπαϊκά καί ἀμερικανικά μουσεῖα. bbox=[660, 897, 878, 1091]
argyros-lead: Διά μίαν νοικοκυρεμένη καί ἀσφαλῆ συσκευασία!! bbox=[306, 1832, 604, 1876]
community-paragraph: Σημειοῦται ὅτι τά μαθήματα τῆς Τουριστικῆς Γεωγραφίας διδάσκονται καί ἀγγλικῶς. bbox=[1130, 1169, 1348, 1213]
continuation-paragraph: Προσπαθήσαν νά ἀποβίβασιν ἀλλά δέν εἶδε ὅτι ἦτο περιωρισμένος ἀπό τούς στρατιώτας μας κατάλαβε τό ἄτομον τῆς ποιοτικότητος του καί παρεδόθη. bbox=[660, 368, 860, 457]
phantom-paragraph: Ὁ δεύτερος, ὁ Χάνς Σμόλλ, δέν ἠθέλησε νά ἀποβῇ εἰς δυτικόν πεδίον καί ἐκεῖ μετά τοῦ ἀεροσκάφους. bbox=[252, 391, 442, 450]
gyros-headline-1: Ο ΥΙΟΣ ΡΟΥΣΒΕΛΤ bbox=[880, 210, 984, 224]
novel-line: Τίνος εἶναι αὐτή; bbox=[1355, 1666, 1457, 1680]
